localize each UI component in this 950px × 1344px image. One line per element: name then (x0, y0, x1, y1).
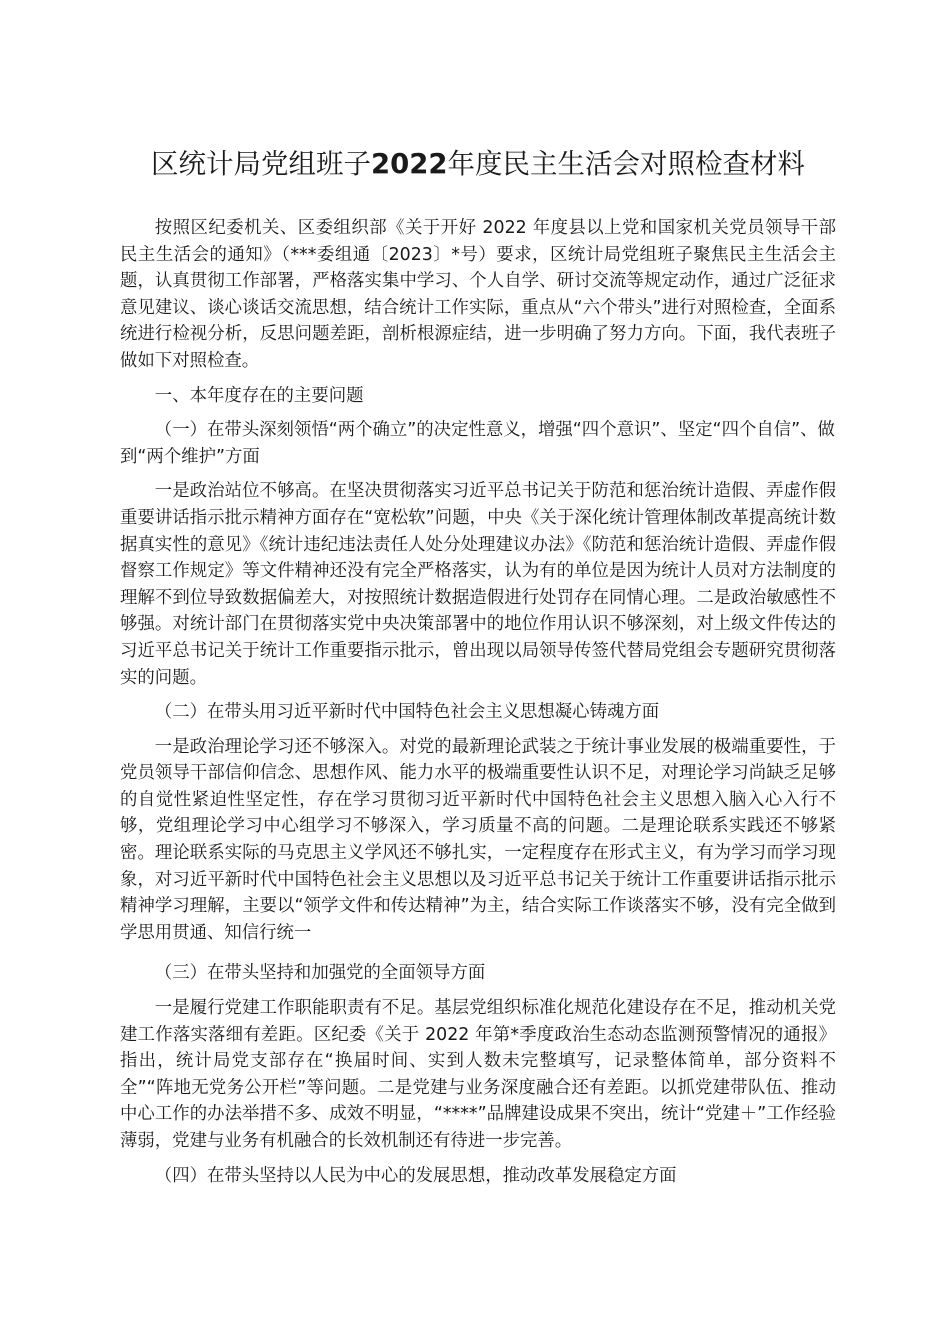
title-prefix: 区统计局党组班子 (150, 148, 371, 180)
title-suffix: 年度民主生活会对照检查材料 (447, 148, 806, 180)
section-heading-1: 一、本年度存在的主要问题 (154, 385, 364, 406)
subsection-body-2: 一是政治理论学习还不够深入。对党的最新理论武装之于统计事业发展的极端重要性，于党员领导干部信仰信念、思想作风、能力水平的极端重要性认识不足，对理论学习尚缺乏足够的自觉性紧迫性坚定性，存在学习贯彻习近平新时代中国特色社会主义思想入脑入心入行不够，党组理论学习中心组学习不够深入，学习质量不高的问题。二是理论联系实践还不够紧密。理论联系实际的马克思主义学风还不够扎实，一定程度存在形式主义，有为学习而学习现象，对习近平新时代中国特色社会主义思想以及习近平总书记关于统计工作重要讲话指示批示精神学习理解，主要以“领学文件和传达精神”为主，结合实际工作谈落实不够，没有完全做到学思用贯通、知信行统一 (120, 736, 836, 943)
title-year: 2022 (370, 148, 448, 180)
subsection-heading-3: （三）在带头坚持和加强党的全面领导方面 (154, 963, 486, 984)
subsection-body-1: 一是政治站位不够高。在坚决贯彻落实习近平总书记关于防范和惩治统计造假、弄虚作假重要讲话指示批示精神方面存在“宽松软”问题，中央《关于深化统计管理体制改革提高统计数据真实性的意见》《统计违纪违法责任人处分处理建议办法》《防范和惩治统计造假、弄虚作假督察工作规定》等文件精神还没有完全严格落实，认为有的单位是因为统计人员对方法制度的理解不到位导致数据偏差大，对按照统计数据造假进行处罚存在同情心理。二是政治敏感性不够强。对统计部门在贯彻落实党中央决策部署中的地位作用认识不够深刻，对上级文件传达的习近平总书记关于统计工作重要指示批示，曾出现以局领导传签代替局党组会专题研究贯彻落实的问题。 (120, 481, 836, 688)
document-page (120, 148, 836, 1197)
intro-paragraph: 按照区纪委机关、区委组织部《关于开好 2022 年度县以上党和国家机关党员领导干部民主生活会的通知》（***委组通〔2023〕*号）要求，区统计局党组班子聚焦民主生活会主题，认真贯彻工作部署，严格落实集中学习、个人自学、研讨交流等规定动作，通过广泛征求意见建议、谈心谈话交流思想，结合统计工作实际，重点从“六个带头”进行对照检查，全面系统进行检视分析，反思问题差距，剖析根源症结，进一步明确了努力方向。下面，我代表班子做如下对照检查。 (120, 218, 836, 371)
subsection-heading-2: （二）在带头用习近平新时代中国特色社会主义思想凝心铸魂方面 (154, 702, 660, 723)
document-title (120, 148, 836, 181)
subsection-heading-1: （一）在带头深刻领悟“两个确立”的决定性意义，增强“四个意识”、坚定“四个自信”、做到“两个维护”方面 (120, 420, 835, 467)
subsection-heading-4: （四）在带头坚持以人民为中心的发展思想，推动改革发展稳定方面 (154, 1165, 677, 1186)
subsection-body-3: 一是履行党建工作职能职责有不足。基层党组织标准化规范化建设存在不足，推动机关党建工作落实落细有差距。区纪委《关于 2022 年第*季度政治生态动态监测预警情况的通报》指出，统计局党支部存在“换届时间、实到人数未完整填写，记录整体简单，部分资料不全”“阵地无党务公开栏”等问题。二是党建与业务深度融合还有差距。以抓党建带队伍、推动中心工作的办法举措不多、成效不明显，“****”品牌建设成果不突出，统计“党建＋”工作经验薄弱，党建与业务有机融合的长效机制还有待进一步完善。 (120, 998, 836, 1151)
